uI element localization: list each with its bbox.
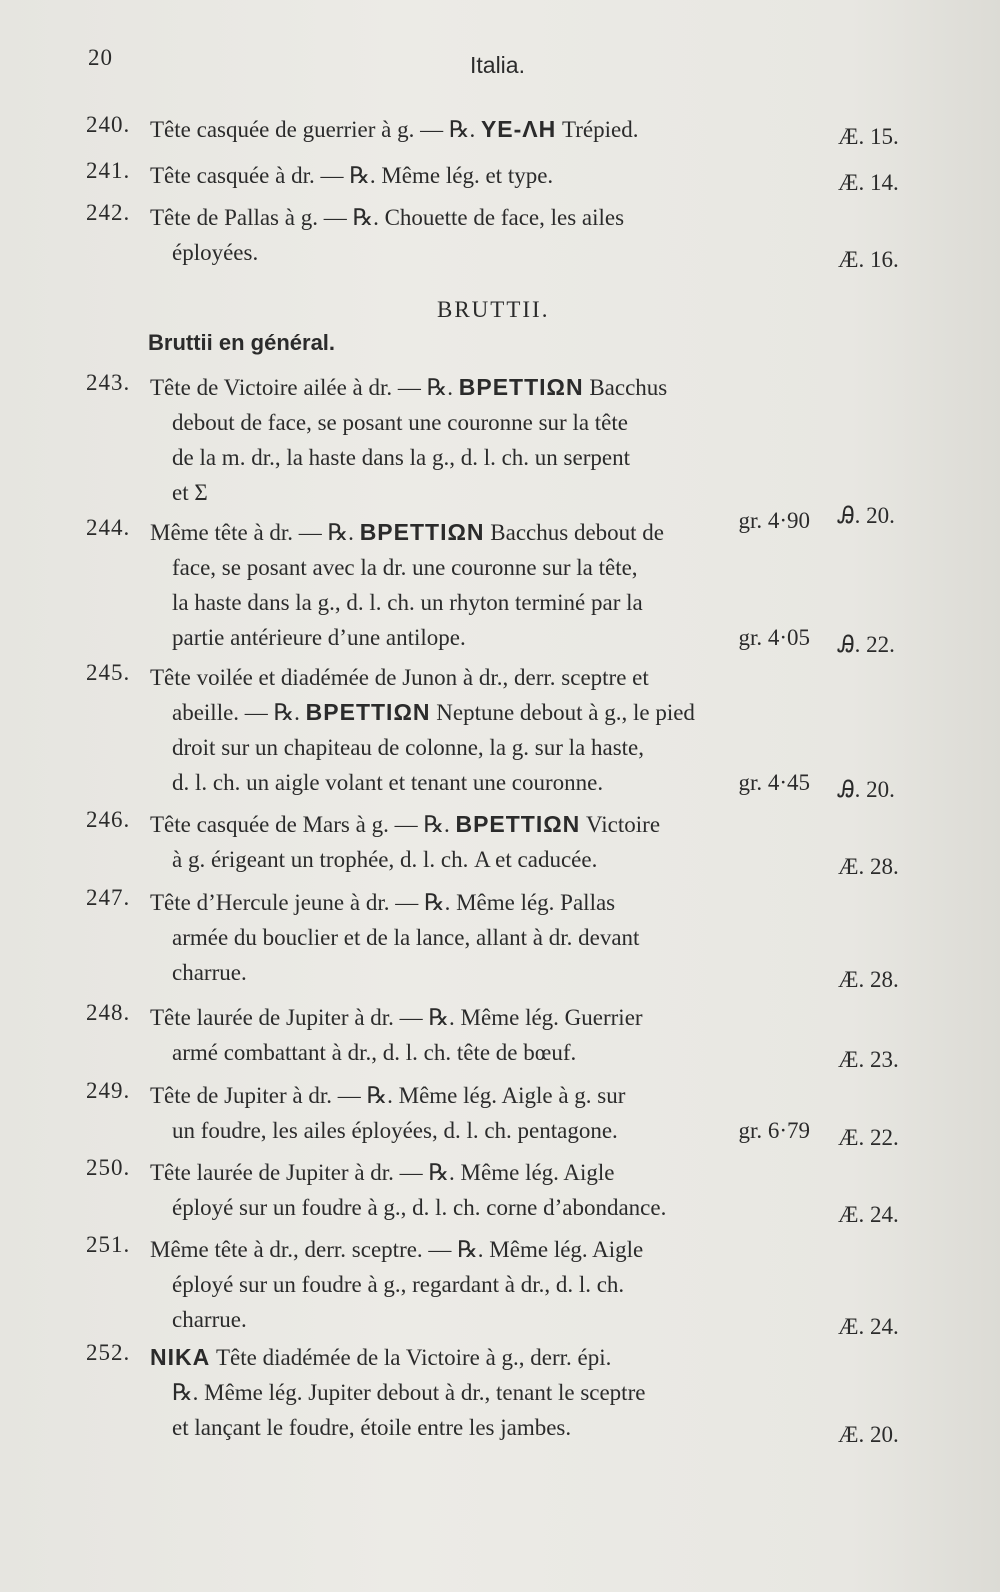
- entry-number: 251.: [86, 1232, 131, 1257]
- metal-size: Æ. 16.: [838, 247, 899, 272]
- description-line: et Σ gr. 4·90: [150, 475, 810, 510]
- entry-number: 246.: [86, 807, 131, 832]
- entry-description: [150, 660, 810, 800]
- description-line: éployées.: [172, 240, 259, 265]
- entry-description: [150, 1000, 810, 1070]
- entry-number: 250.: [86, 1155, 131, 1180]
- description-line: armé combattant à dr., d. l. ch. tête de bœuf.: [172, 1040, 577, 1065]
- description-line: ℞. Même lég. Jupiter debout à dr., tenant le sceptre: [172, 1380, 646, 1405]
- description-line: à g. érigeant un trophée, d. l. ch. Α et caducée.: [172, 847, 598, 872]
- entry-description: [150, 158, 810, 193]
- description-line: Tête laurée de Jupiter à dr. — ℞. Même lég. Guerrier: [150, 1005, 643, 1030]
- description-line: éployé sur un foudre à g., d. l. ch. corne d’abondance.: [172, 1195, 667, 1220]
- entry-number: 252.: [86, 1340, 131, 1365]
- description-line: ΝΙΚΑ Tête diadémée de la Victoire à g., derr. épi.: [150, 1344, 612, 1370]
- running-title: Italia.: [470, 52, 525, 78]
- metal-size: Æ. 23.: [838, 1047, 899, 1072]
- description-line: partie antérieure d’une antilope. gr. 4·05: [150, 620, 810, 655]
- description-line: et lançant le foudre, étoile entre les jambes.: [172, 1415, 572, 1440]
- metal-size: Ꭿ. 22.: [838, 632, 895, 657]
- metal-size: Æ. 28.: [838, 967, 899, 992]
- entry-description: [150, 885, 810, 990]
- description-line: Tête d’Hercule jeune à dr. — ℞. Même lég. Pallas: [150, 890, 616, 915]
- description-line: Tête de Jupiter à dr. — ℞. Même lég. Aigle à g. sur: [150, 1083, 626, 1108]
- subsection-title: Bruttii en général.: [148, 330, 336, 355]
- description-line: d. l. ch. un aigle volant et tenant une couronne. gr. 4·45: [150, 765, 810, 800]
- description-line: charrue.: [172, 960, 247, 985]
- description-line: Tête laurée de Jupiter à dr. — ℞. Même lég. Aigle: [150, 1160, 615, 1185]
- entry-number: 244.: [86, 515, 131, 540]
- entry-number: 242.: [86, 200, 131, 225]
- entry-description: [150, 1232, 810, 1337]
- description-line: Tête casquée à dr. — ℞. Même lég. et type.: [150, 163, 554, 188]
- metal-size: Æ. 14.: [838, 170, 899, 195]
- entry-number: 243.: [86, 370, 131, 395]
- weight-value: gr. 4·90: [738, 508, 810, 533]
- entry-number: 241.: [86, 158, 131, 183]
- description-line: Tête de Pallas à g. — ℞. Chouette de face, les ailes: [150, 205, 625, 230]
- entry-description: [150, 1155, 810, 1225]
- entry-number: 247.: [86, 885, 131, 910]
- description-line: armée du bouclier et de la lance, allant à dr. devant: [172, 925, 640, 950]
- metal-size: Æ. 28.: [838, 854, 899, 879]
- entry-number: 249.: [86, 1078, 131, 1103]
- entry-description: [150, 1340, 810, 1445]
- description-line: Tête casquée de Mars à g. — ℞. ΒΡΕΤΤΙΩΝ Victoire: [150, 811, 661, 837]
- metal-size: Æ. 22.: [838, 1125, 899, 1150]
- section-title: BRUTTII.: [437, 297, 550, 322]
- entry-description: [150, 515, 810, 655]
- description-line: de la m. dr., la haste dans la g., d. l. ch. un serpent: [172, 445, 630, 470]
- weight-value: gr. 6·79: [738, 1118, 810, 1143]
- metal-size: Æ. 24.: [838, 1202, 899, 1227]
- entry-description: [150, 112, 810, 147]
- metal-size: Ꭿ. 20.: [838, 503, 895, 528]
- description-line: Même tête à dr., derr. sceptre. — ℞. Même lég. Aigle: [150, 1237, 644, 1262]
- weight-value: gr. 4·05: [738, 625, 810, 650]
- description-line: abeille. — ℞. ΒΡΕΤΤΙΩΝ Neptune debout à g., le pied: [172, 699, 695, 725]
- description-line: éployé sur un foudre à g., regardant à dr., d. l. ch.: [172, 1272, 625, 1297]
- description-line: face, se posant avec la dr. une couronne sur la tête,: [172, 555, 638, 580]
- description-line: un foudre, les ailes éployées, d. l. ch. pentagone. gr. 6·79: [150, 1113, 810, 1148]
- page-number: 20: [88, 45, 113, 70]
- weight-value: gr. 4·45: [738, 770, 810, 795]
- entry-number: 245.: [86, 660, 131, 685]
- metal-size: Ꭿ. 20.: [838, 777, 895, 802]
- description-line: Tête voilée et diadémée de Junon à dr., derr. sceptre et: [150, 665, 649, 690]
- description-line: Tête de Victoire ailée à dr. — ℞. ΒΡΕΤΤΙΩΝ Bacchus: [150, 374, 668, 400]
- entry-description: [150, 200, 810, 270]
- description-line: Tête casquée de guerrier à g. — ℞. ΥΕ-ΛΗ Trépied.: [150, 116, 639, 142]
- description-line: debout de face, se posant une couronne sur la tête: [172, 410, 628, 435]
- entry-number: 240.: [86, 112, 131, 137]
- metal-size: Æ. 15.: [838, 124, 899, 149]
- metal-size: Æ. 24.: [838, 1314, 899, 1339]
- description-line: Même tête à dr. — ℞. ΒΡΕΤΤΙΩΝ Bacchus debout de: [150, 519, 665, 545]
- entry-description: [150, 1078, 810, 1148]
- description-line: la haste dans la g., d. l. ch. un rhyton terminé par la: [172, 590, 643, 615]
- metal-size: Æ. 20.: [838, 1422, 899, 1447]
- description-line: charrue.: [172, 1307, 247, 1332]
- description-line: droit sur un chapiteau de colonne, la g. sur la haste,: [172, 735, 644, 760]
- entry-number: 248.: [86, 1000, 131, 1025]
- entry-description: [150, 807, 810, 877]
